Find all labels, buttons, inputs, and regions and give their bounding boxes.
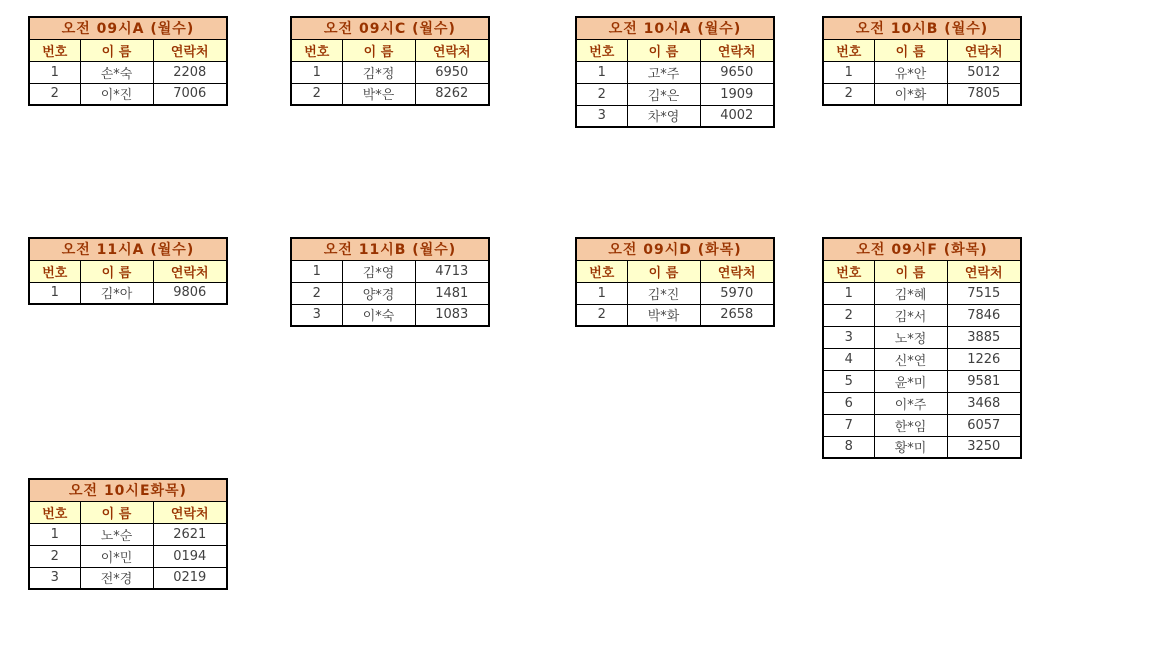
column-header: 이 름 xyxy=(80,39,153,61)
cell-phone: 0194 xyxy=(153,545,227,567)
table-title-row xyxy=(29,238,227,260)
cell-name: 손*숙 xyxy=(80,61,153,83)
roster-table xyxy=(822,16,1022,106)
cell-phone: 4002 xyxy=(700,105,774,127)
table-row xyxy=(823,414,1021,436)
table-title: 오전 10시E화목) xyxy=(29,479,227,501)
column-header: 이 름 xyxy=(874,39,947,61)
column-header: 연락처 xyxy=(700,260,774,282)
column-header: 이 름 xyxy=(80,260,153,282)
table-row xyxy=(823,61,1021,83)
cell-name: 노*정 xyxy=(874,326,947,348)
table-row xyxy=(29,523,227,545)
cell-name: 한*임 xyxy=(874,414,947,436)
cell-name: 양*경 xyxy=(342,282,415,304)
class-roster-table xyxy=(822,16,1022,106)
table-row xyxy=(823,282,1021,304)
cell-phone: 3885 xyxy=(947,326,1021,348)
roster-table xyxy=(290,237,490,327)
table-row xyxy=(823,83,1021,105)
table-row xyxy=(823,392,1021,414)
table-row xyxy=(576,282,774,304)
cell-number: 1 xyxy=(823,61,874,83)
cell-phone: 4713 xyxy=(415,260,489,282)
table-title: 오전 10시B (월수) xyxy=(823,17,1021,39)
table-row xyxy=(576,105,774,127)
table-title: 오전 09시F (화목) xyxy=(823,238,1021,260)
cell-number: 1 xyxy=(29,61,80,83)
column-header: 번호 xyxy=(823,39,874,61)
table-title-row xyxy=(576,17,774,39)
cell-number: 1 xyxy=(291,260,342,282)
cell-number: 3 xyxy=(823,326,874,348)
cell-phone: 6057 xyxy=(947,414,1021,436)
table-row xyxy=(291,304,489,326)
cell-name: 박*화 xyxy=(627,304,700,326)
roster-table xyxy=(28,237,228,305)
cell-number: 1 xyxy=(291,61,342,83)
cell-number: 1 xyxy=(576,282,627,304)
column-header-row xyxy=(576,39,774,61)
column-header-row xyxy=(576,260,774,282)
cell-name: 김*정 xyxy=(342,61,415,83)
roster-table xyxy=(822,237,1022,459)
table-title-row xyxy=(29,479,227,501)
roster-table xyxy=(575,237,775,327)
cell-name: 노*순 xyxy=(80,523,153,545)
cell-name: 김*혜 xyxy=(874,282,947,304)
table-row xyxy=(576,61,774,83)
cell-phone: 9806 xyxy=(153,282,227,304)
cell-number: 1 xyxy=(29,523,80,545)
cell-number: 1 xyxy=(823,282,874,304)
class-roster-table xyxy=(822,237,1022,459)
column-header: 이 름 xyxy=(627,260,700,282)
class-roster-table xyxy=(290,16,490,106)
column-header: 이 름 xyxy=(80,501,153,523)
cell-name: 김*아 xyxy=(80,282,153,304)
cell-phone: 7515 xyxy=(947,282,1021,304)
class-roster-table xyxy=(290,237,490,327)
cell-phone: 5970 xyxy=(700,282,774,304)
roster-table xyxy=(28,16,228,106)
cell-phone: 0219 xyxy=(153,567,227,589)
class-roster-table xyxy=(28,237,228,305)
table-row xyxy=(823,436,1021,458)
cell-phone: 1481 xyxy=(415,282,489,304)
cell-number: 7 xyxy=(823,414,874,436)
table-row xyxy=(291,260,489,282)
column-header: 연락처 xyxy=(153,39,227,61)
table-title: 오전 09시C (월수) xyxy=(291,17,489,39)
table-row xyxy=(823,304,1021,326)
table-row xyxy=(29,282,227,304)
table-row xyxy=(29,83,227,105)
table-row xyxy=(29,545,227,567)
cell-phone: 7006 xyxy=(153,83,227,105)
cell-name: 전*경 xyxy=(80,567,153,589)
cell-phone: 9581 xyxy=(947,370,1021,392)
cell-number: 3 xyxy=(291,304,342,326)
table-row xyxy=(576,304,774,326)
table-row xyxy=(823,326,1021,348)
cell-name: 김*영 xyxy=(342,260,415,282)
cell-phone: 9650 xyxy=(700,61,774,83)
roster-table xyxy=(28,478,228,590)
cell-number: 2 xyxy=(823,83,874,105)
table-title: 오전 11시A (월수) xyxy=(29,238,227,260)
cell-number: 2 xyxy=(29,545,80,567)
cell-name: 신*연 xyxy=(874,348,947,370)
cell-phone: 3250 xyxy=(947,436,1021,458)
column-header: 연락처 xyxy=(947,260,1021,282)
cell-number: 2 xyxy=(291,282,342,304)
cell-phone: 7846 xyxy=(947,304,1021,326)
cell-phone: 3468 xyxy=(947,392,1021,414)
cell-name: 이*화 xyxy=(874,83,947,105)
cell-name: 이*주 xyxy=(874,392,947,414)
cell-name: 이*민 xyxy=(80,545,153,567)
column-header: 이 름 xyxy=(874,260,947,282)
table-title: 오전 11시B (월수) xyxy=(291,238,489,260)
cell-phone: 8262 xyxy=(415,83,489,105)
cell-name: 차*영 xyxy=(627,105,700,127)
cell-number: 3 xyxy=(576,105,627,127)
roster-table xyxy=(290,16,490,106)
column-header-row xyxy=(29,39,227,61)
cell-name: 이*숙 xyxy=(342,304,415,326)
column-header: 연락처 xyxy=(415,39,489,61)
cell-name: 이*진 xyxy=(80,83,153,105)
table-title-row xyxy=(291,238,489,260)
cell-number: 2 xyxy=(823,304,874,326)
column-header: 번호 xyxy=(29,501,80,523)
column-header-row xyxy=(291,39,489,61)
table-title-row xyxy=(576,238,774,260)
column-header: 연락처 xyxy=(700,39,774,61)
column-header: 연락처 xyxy=(153,501,227,523)
cell-number: 5 xyxy=(823,370,874,392)
cell-name: 김*서 xyxy=(874,304,947,326)
column-header: 번호 xyxy=(823,260,874,282)
table-row xyxy=(291,83,489,105)
column-header: 번호 xyxy=(291,39,342,61)
column-header: 번호 xyxy=(576,39,627,61)
table-row xyxy=(29,567,227,589)
table-title-row xyxy=(291,17,489,39)
cell-phone: 2621 xyxy=(153,523,227,545)
cell-number: 1 xyxy=(29,282,80,304)
cell-number: 1 xyxy=(576,61,627,83)
table-title: 오전 09시D (화목) xyxy=(576,238,774,260)
class-roster-table xyxy=(575,237,775,327)
column-header: 번호 xyxy=(29,260,80,282)
table-title-row xyxy=(29,17,227,39)
cell-name: 황*미 xyxy=(874,436,947,458)
column-header-row xyxy=(29,501,227,523)
table-row xyxy=(576,83,774,105)
class-roster-table xyxy=(28,16,228,106)
table-title: 오전 09시A (월수) xyxy=(29,17,227,39)
column-header: 연락처 xyxy=(947,39,1021,61)
table-row xyxy=(29,61,227,83)
column-header: 번호 xyxy=(29,39,80,61)
cell-phone: 2208 xyxy=(153,61,227,83)
cell-number: 6 xyxy=(823,392,874,414)
cell-phone: 6950 xyxy=(415,61,489,83)
cell-name: 박*은 xyxy=(342,83,415,105)
cell-number: 4 xyxy=(823,348,874,370)
class-roster-table xyxy=(28,478,228,590)
column-header-row xyxy=(29,260,227,282)
table-row xyxy=(823,348,1021,370)
column-header: 번호 xyxy=(576,260,627,282)
cell-phone: 1226 xyxy=(947,348,1021,370)
cell-name: 김*은 xyxy=(627,83,700,105)
table-row xyxy=(291,61,489,83)
cell-number: 2 xyxy=(29,83,80,105)
cell-number: 2 xyxy=(576,304,627,326)
table-title-row xyxy=(823,238,1021,260)
cell-name: 윤*미 xyxy=(874,370,947,392)
cell-name: 고*주 xyxy=(627,61,700,83)
cell-name: 유*안 xyxy=(874,61,947,83)
cell-phone: 1909 xyxy=(700,83,774,105)
table-row xyxy=(823,370,1021,392)
column-header: 이 름 xyxy=(342,39,415,61)
cell-number: 8 xyxy=(823,436,874,458)
cell-phone: 7805 xyxy=(947,83,1021,105)
cell-number: 2 xyxy=(291,83,342,105)
cell-phone: 5012 xyxy=(947,61,1021,83)
cell-number: 3 xyxy=(29,567,80,589)
column-header-row xyxy=(823,39,1021,61)
cell-phone: 1083 xyxy=(415,304,489,326)
cell-phone: 2658 xyxy=(700,304,774,326)
cell-name: 김*진 xyxy=(627,282,700,304)
column-header: 이 름 xyxy=(627,39,700,61)
table-title: 오전 10시A (월수) xyxy=(576,17,774,39)
table-row xyxy=(291,282,489,304)
table-title-row xyxy=(823,17,1021,39)
column-header-row xyxy=(823,260,1021,282)
cell-number: 2 xyxy=(576,83,627,105)
class-roster-table xyxy=(575,16,775,128)
roster-table xyxy=(575,16,775,128)
column-header: 연락처 xyxy=(153,260,227,282)
